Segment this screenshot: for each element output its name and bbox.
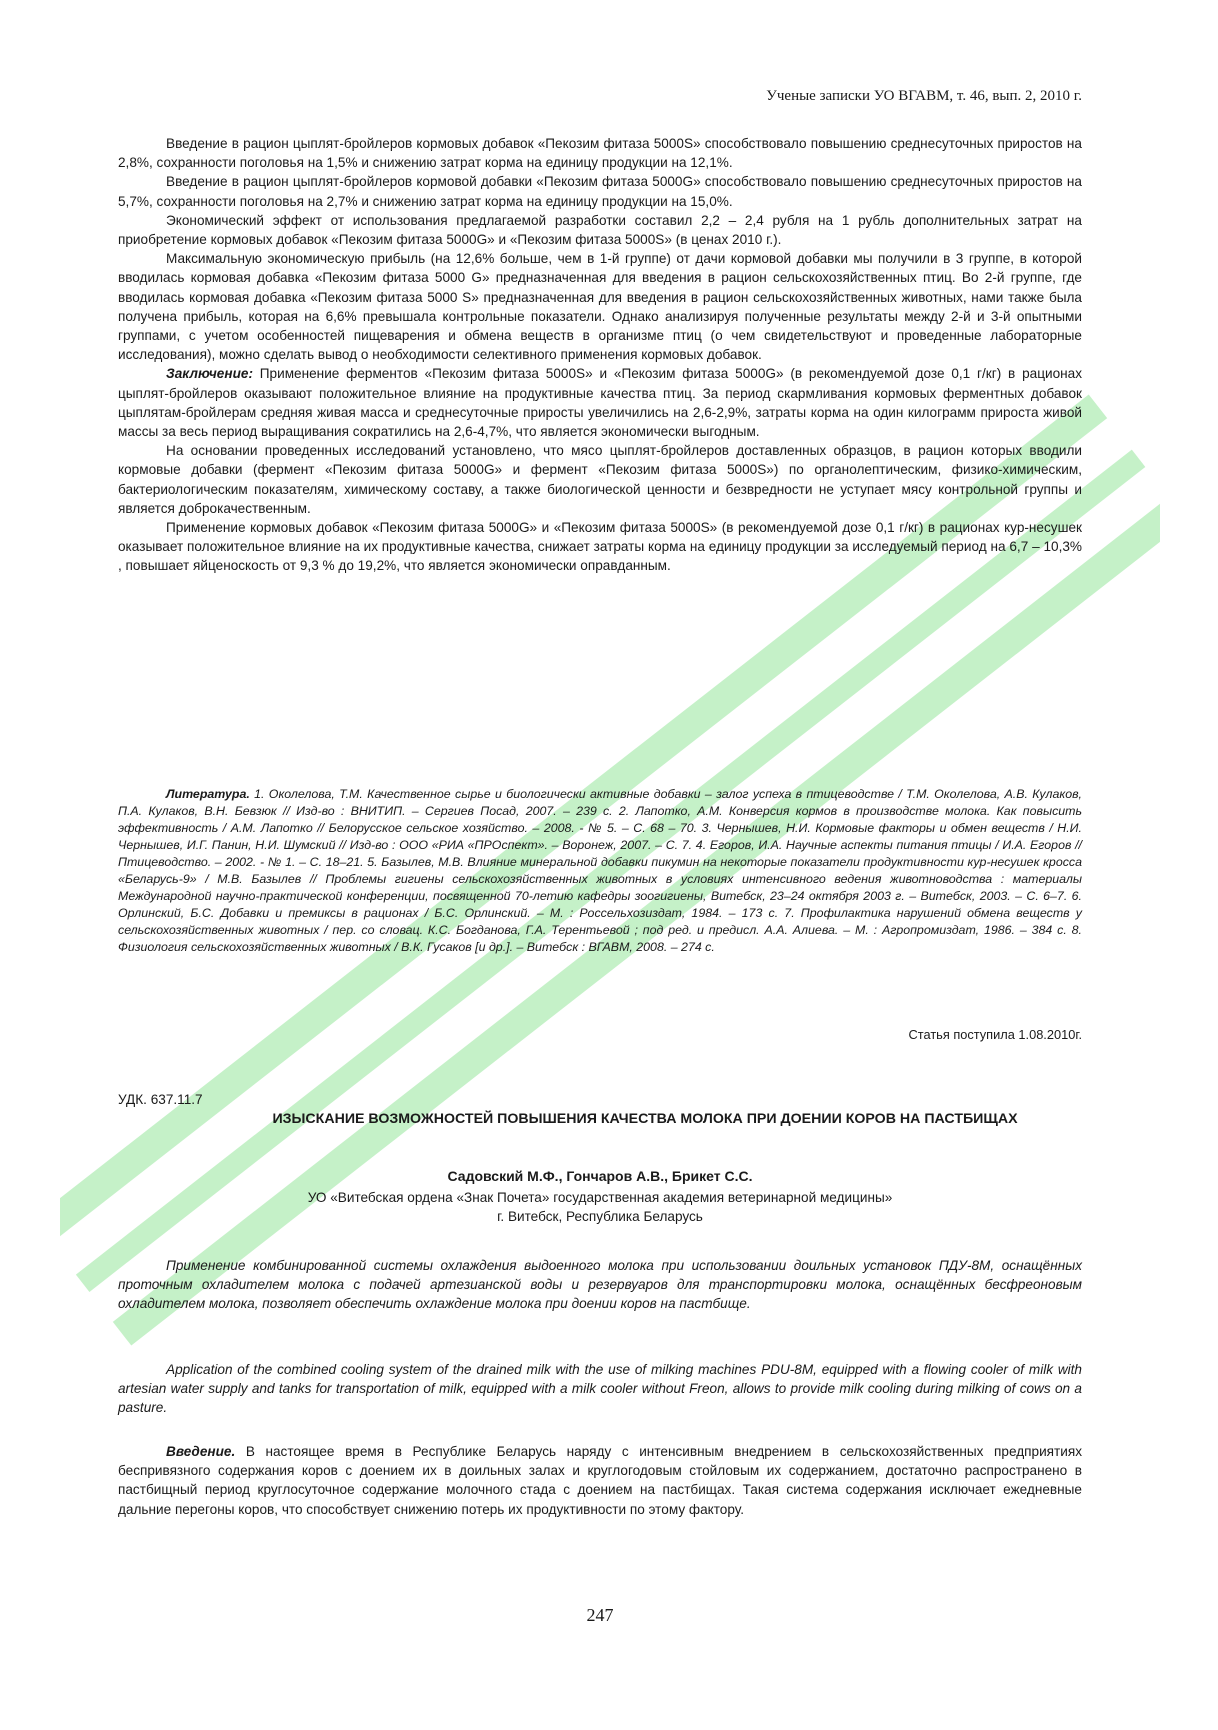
abstract-english: Application of the combined cooling system of the drained milk with the use of milking machines PDU-8M, equipped with a flowing cooler of milk with artesian water supply and tanks for transportation of milk, equipped with a milk cooler without Freon, allows to provide milk cooling during milking of cows on a pasture.	[118, 1362, 1082, 1416]
received-date: Статья поступила 1.08.2010г.	[908, 1027, 1082, 1042]
abstract-russian: Применение комбинированной системы охлаждения выдоенного молока при использовании доильных установок ПДУ-8М, оснащённых проточным охладителем молока с подачей артезианской воды и резервуаров для транспортировки молока, оснащённых бесфреоновым охладителем молока, позволяет обеспечить охлаждение молока при доении коров на пастбище.	[118, 1258, 1082, 1312]
authors: Садовский М.Ф., Гончаров А.В., Брикет С.С.	[447, 1168, 753, 1184]
udk-code: УДК. 637.11.7	[118, 1092, 203, 1107]
references	[118, 786, 1082, 956]
conclusion-text: Применение ферментов «Пекозим фитаза 5000S» и «Пекозим фитаза 5000G» (в рекомендуемой дозе 0,1 г/кг) в рационах цыплят-бройлеров оказывают положительное влияние на продуктивные качества птиц. За период скармливания кормовых ферментных добавок цыплятам-бройлерам средняя живая масса и среднесуточные приросты увеличились на 2,6-2,9%, затраты корма на один килограмм прироста живой массы за весь период выращивания сократились на 2,6-4,7%, что является экономически выгодным.	[118, 366, 1082, 440]
paragraph: На основании проведенных исследований установлено, что мясо цыплят-бройлеров доставленных образцов, в рацион которых вводили кормовые добавки (фермент «Пекозим фитаза 5000G» и фермент «Пекозим фитаза 5000S») по органолептическим, физико-химическим, бактериологическим показателям, химическому составу, а также биологической ценности и безвредности не уступает мясу контрольной группы и является доброкачественным.	[118, 443, 1082, 516]
conclusion-lead: Заключение:	[166, 366, 253, 382]
references-label: Литература.	[166, 787, 250, 801]
paragraph: Введение в рацион цыплят-бройлеров кормовых добавок «Пекозим фитаза 5000S» способствовало повышению среднесуточных приростов на 2,8%, сохранности поголовья на 1,5% и снижению затрат корма на единицу продукции на 12,1%.	[118, 136, 1082, 171]
affiliation-city: г. Витебск, Республика Беларусь	[497, 1209, 703, 1225]
running-head: Ученые записки УО ВГАВМ, т. 46, вып. 2, 2010 г.	[766, 88, 1082, 104]
references-text: 1. Околелова, Т.М. Качественное сырье и биологически активные добавки – залог успеха в птицеводстве / Т.М. Околелова, А.В. Кулаков, П.А. Кулаков, В.Н. Бевзюк // Изд-во : ВНИТИП. – Сергиев Посад, 2007. – 239 с. 2. Лапотко, А.М. Конверсия кормов в производстве молока. Как повысить эффективность / А.М. Лапотко // Белорусское сельское хозяйство. – 2008. - № 5. – С. 68 – 70. 3. Чернышев, Н.И. Кормовые факторы и обмен веществ / Н.И. Чернышев, И.Г. Панин, Н.И. Шумский // Изд-во : ООО «РИА «ПРОспект». – Воронеж, 2007. – С. 7. 4. Егоров, И.А. Научные аспекты питания птицы / И.А. Егоров // Птицеводство. – 2002. - № 1. – С. 18–21. 5. Базылев, М.В. Влияние минеральной добавки пикумин на некоторые показатели продуктивности кур-несушек кросса «Беларусь-9» / М.В. Базылев // Проблемы гигиены сельскохозяйственных животных в условиях интенсивного ведения животноводства : материалы Международной научно-практической конференции, посвященной 70-летию кафедры зоогигиены, Витебск, 23–24 октября 2003 г. – Витебск, 2003. – С. 6–7. 6. Орлинский, Б.С. Добавки и премиксы в рационах / Б.С. Орлинский. – М. : Россельхозиздат, 1984. – 173 с. 7. Профилактика нарушений обмена веществ у сельскохозяйственных животных / пер. со словац. К.С. Богданова, Г.А. Терентьевой ; под ред. и предисл. А.А. Алиева. – М. : Агропромиздат, 1986. – 384 с. 8. Физиология сельскохозяйственных животных / В.К. Гусаков [и др.]. – Витебск : ВГАВМ, 2008. – 274 с.	[118, 787, 1082, 954]
article-title: ИЗЫСКАНИЕ ВОЗМОЖНОСТЕЙ ПОВЫШЕНИЯ КАЧЕСТВА МОЛОКА ПРИ ДОЕНИИ КОРОВ НА ПАСТБИЩАХ	[272, 1111, 1018, 1127]
paragraph: Применение кормовых добавок «Пекозим фитаза 5000G» и «Пекозим фитаза 5000S» (в рекомендуемой дозе 0,1 г/кг) в рационах кур-несушек оказывает положительное влияние на их продуктивные качества, снижает затраты корма на единицу продукции за исследуемый период на 6,7 – 10,3% , повышает яйценоскость от 9,3 % до 19,2%, что является экономически оправданным.	[118, 520, 1082, 574]
previous-article-body	[118, 134, 1082, 576]
affiliation	[118, 1188, 1082, 1226]
conclusion-paragraph	[118, 364, 1082, 441]
paragraph: Экономический эффект от использования предлагаемой разработки составил 2,2 – 2,4 рубля на 1 рубль дополнительных затрат на приобретение кормовых добавок «Пекозим фитаза 5000G» и «Пекозим фитаза 5000S» (в ценах 2010 г.).	[118, 212, 1082, 248]
introduction	[118, 1442, 1082, 1519]
introduction-lead: Введение.	[166, 1444, 236, 1459]
introduction-text: В настоящее время в Республике Беларусь наряду с интенсивным внедрением в сельскохозяйственных предприятиях беспривязного содержания коров с доением их в доильных залах и круглогодовым стойловым их содержанием, достаточно распространено в пастбищный период круглосуточное содержание молочного стада с доением на пастбищах. Такая система содержания исключает ежедневные дальние перегоны коров, что способствует снижению потерь их продуктивности по этому фактору.	[118, 1444, 1082, 1517]
paragraph: Максимальную экономическую прибыль (на 12,6% больше, чем в 1-й группе) от дачи кормовой добавки мы получили в 3 группе, в которой вводилась кормовая добавка «Пекозим фитаза 5000 G» предназначенная для введения в рацион сельскохозяйственных птиц. Во 2-й группе, где вводилась кормовая добавка «Пекозим фитаза 5000 S» предназначенная для введения в рацион сельскохозяйственных животных, нами также была получена прибыль, которая на 6,6% превышала контрольные показатели. Однако анализируя полученные результаты между 2-й и 3-й опытными группами, с учетом особенностей пищеварения и обмена веществ в организме птиц (о чем свидетельствуют и проведенные лабораторные исследования), можно сделать вывод о необходимости селективного применения кормовых добавок.	[118, 251, 1082, 363]
page-number: 247	[586, 1605, 614, 1625]
affiliation-org: УО «Витебская ордена «Знак Почета» государственная академия ветеринарной медицины»	[307, 1190, 893, 1205]
paragraph: Введение в рацион цыплят-бройлеров кормовой добавки «Пекозим фитаза 5000G» способствовало повышению среднесуточных приростов на 5,7%, сохранности поголовья на 2,7% и снижению затрат корма на единицу продукции на 15,0%.	[118, 174, 1082, 209]
